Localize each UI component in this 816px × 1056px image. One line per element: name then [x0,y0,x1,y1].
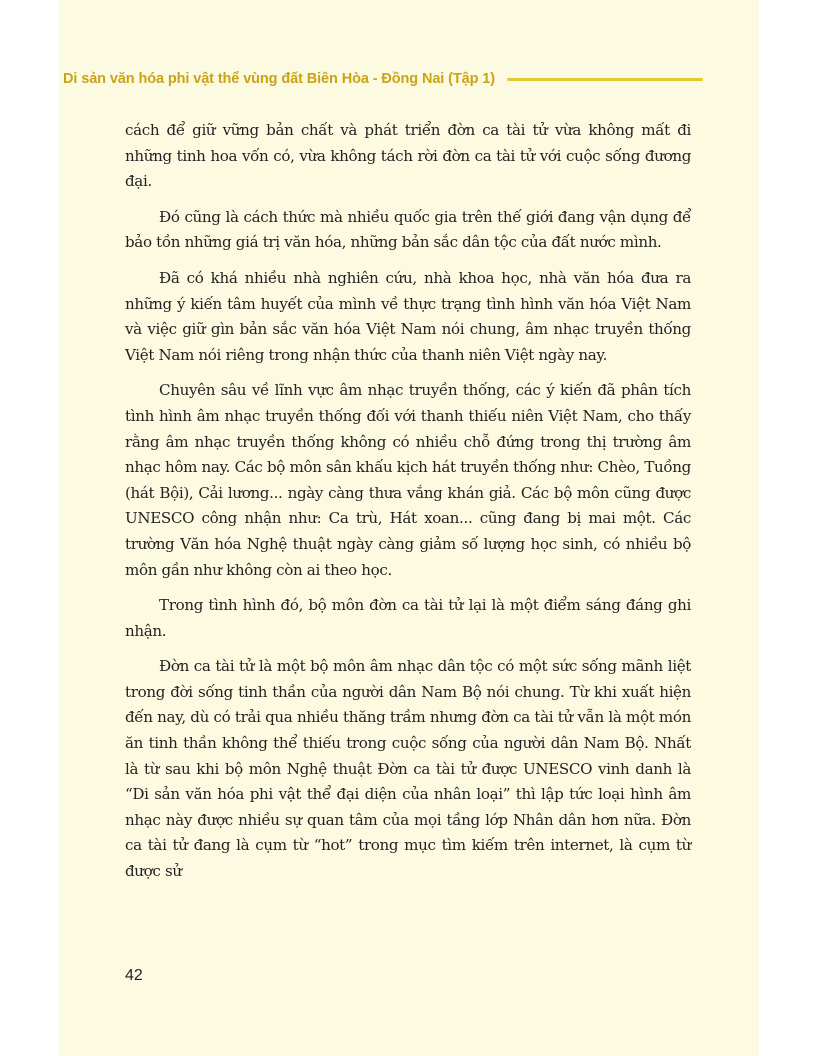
paragraph: Đó cũng là cách thức mà nhiều quốc gia trên thế giới đang vận dụng để bảo tồn những giá trị văn hóa, những bản sắc dân tộc của đất nước mình. [125,207,691,252]
paragraph-continued: cách để giữ vững bản chất và phát triển đờn ca tài tử vừa không mất đi những tinh hoa vốn có, vừa không tách rời đờn ca tài tử với cuộc sống đương đại. [125,121,691,191]
body-text [125,118,691,895]
page-number: 42 [125,967,143,984]
paragraph: Trong tình hình đó, bộ môn đờn ca tài tử lại là một điểm sáng đáng ghi nhận. [125,596,691,640]
running-header [63,66,703,92]
paragraph: Đã có khá nhiều nhà nghiên cứu, nhà khoa học, nhà văn hóa đưa ra những ý kiến tâm huyết của mình về thực trạng tình hình văn hóa Việt Nam và việc giữ gìn bản sắc văn hóa Việt Nam nói chung, âm nhạc truyền thống Việt Nam nói riêng trong nhận thức của thanh niên Việt ngày nay. [125,268,691,364]
running-title: Di sản văn hóa phi vật thể vùng đất Biên Hòa - Đồng Nai (Tập 1) [63,71,495,87]
paragraph: Chuyên sâu về lĩnh vực âm nhạc truyền thống, các ý kiến đã phân tích tình hình âm nhạc truyền thống đối với thanh thiếu niên Việt Nam, cho thấy rằng âm nhạc truyền thống không có nhiều chỗ đứng trong thị trường âm nhạc hôm nay. Các bộ môn sân khấu kịch hát truyền thống như: Chèo, Tuồng (hát Bội), Cải lương... ngày càng thưa vắng khán giả. Các bộ môn cũng được UNESCO công nhận như: Ca trù, Hát xoan... cũng đang bị mai một. Các trường Văn hóa Nghệ thuật ngày càng giảm số lượng học sinh, có nhiều bộ môn gần như không còn ai theo học. [125,381,691,579]
header-rule [507,78,703,81]
paragraph: Đờn ca tài tử là một bộ môn âm nhạc dân tộc có một sức sống mãnh liệt trong đời sống tinh thần của người dân Nam Bộ nói chung. Từ khi xuất hiện đến nay, dù có trải qua nhiều thăng trầm nhưng đờn ca tài tử vẫn là một món ăn tinh thần không thể thiếu trong cuộc sống của người dân Nam Bộ. Nhất là từ sau khi bộ môn Nghệ thuật Đờn ca tài tử được UNESCO vinh danh là “Di sản văn hóa phi vật thể đại diện của nhân loại” thì lập tức loại hình âm nhạc này được nhiều sự quan tâm của mọi tầng lớp Nhân dân hơn nữa. Đờn ca tài tử đang là cụm từ “hot” trong mục tìm kiếm trên internet, là cụm từ được sử [125,657,691,881]
